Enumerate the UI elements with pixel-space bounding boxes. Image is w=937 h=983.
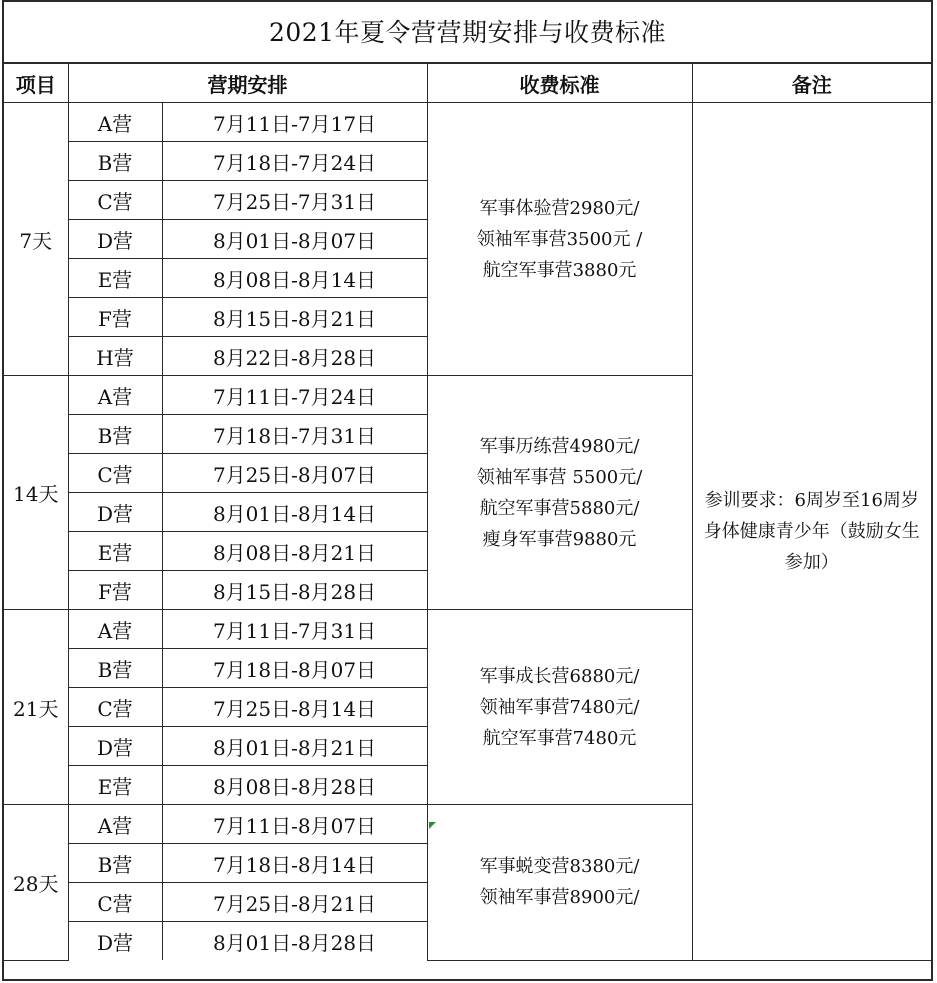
camp-name-cell xyxy=(68,844,162,883)
camp-name: B营 xyxy=(97,657,133,682)
note-text: 参训要求：6周岁至16周岁身体健康青少年（鼓励女生参加） xyxy=(703,489,920,573)
camp-name: A营 xyxy=(97,813,133,838)
camp-name-cell xyxy=(68,454,162,493)
camp-dates: 7月11日-8月07日 xyxy=(212,813,377,838)
fee-line: 军事蜕变营8380元/ xyxy=(479,856,640,878)
fee-line: 航空军事营7480元 xyxy=(482,727,637,749)
fee-line: 军事历练营4980元/ xyxy=(479,435,640,457)
fee-cell xyxy=(427,103,692,376)
camp-name-cell xyxy=(68,376,162,415)
fee-cell xyxy=(427,610,692,805)
header-row xyxy=(4,64,931,103)
camp-dates-cell xyxy=(162,298,427,337)
camp-dates-cell xyxy=(162,571,427,610)
camp-name: D营 xyxy=(96,228,134,253)
camp-name-cell xyxy=(68,610,162,649)
camp-name-cell xyxy=(68,259,162,298)
camp-dates: 7月11日-7月17日 xyxy=(212,111,377,136)
project-label: 21天 xyxy=(13,696,59,721)
camp-name-cell xyxy=(68,571,162,610)
camp-dates-cell xyxy=(162,181,427,220)
camp-dates-cell xyxy=(162,688,427,727)
header-fee: 收费标准 xyxy=(427,64,692,103)
camp-name-cell xyxy=(68,337,162,376)
note-cell xyxy=(692,103,931,961)
camp-dates: 7月11日-7月31日 xyxy=(212,618,377,643)
camp-dates-cell xyxy=(162,337,427,376)
camp-name: C营 xyxy=(97,696,133,721)
camp-name-cell xyxy=(68,727,162,766)
camp-name: F营 xyxy=(98,306,132,331)
camp-dates-cell xyxy=(162,454,427,493)
camp-name-cell xyxy=(68,181,162,220)
camp-dates: 8月08日-8月21日 xyxy=(212,540,377,565)
camp-name: A营 xyxy=(97,111,133,136)
camp-name-cell xyxy=(68,883,162,922)
fee-lines xyxy=(428,431,692,555)
fee-lines xyxy=(428,661,692,754)
table-body xyxy=(4,103,931,961)
project-cell xyxy=(4,376,68,610)
header-note: 备注 xyxy=(692,64,931,103)
camp-dates: 8月01日-8月14日 xyxy=(212,501,377,526)
camp-name: E营 xyxy=(97,267,133,292)
camp-dates-cell xyxy=(162,103,427,142)
fee-line: 领袖军事营3500元 / xyxy=(476,228,643,250)
fee-line: 领袖军事营7480元/ xyxy=(479,696,640,718)
camp-name-cell xyxy=(68,415,162,454)
camp-dates: 8月15日-8月28日 xyxy=(212,579,377,604)
camp-name: A营 xyxy=(97,618,133,643)
camp-name-cell xyxy=(68,493,162,532)
camp-name: H营 xyxy=(96,345,134,370)
header-project: 项目 xyxy=(4,64,68,103)
camp-dates-cell xyxy=(162,259,427,298)
camp-dates-cell xyxy=(162,883,427,922)
camp-name: C营 xyxy=(97,189,133,214)
camp-dates-cell xyxy=(162,805,427,844)
camp-name: E营 xyxy=(97,540,133,565)
camp-dates: 7月25日-8月07日 xyxy=(212,462,377,487)
camp-name: F营 xyxy=(98,579,132,604)
camp-dates: 8月22日-8月28日 xyxy=(212,345,377,370)
camp-name: E营 xyxy=(97,774,133,799)
camp-dates: 7月18日-7月31日 xyxy=(212,423,377,448)
fee-line: 领袖军事营 5500元/ xyxy=(476,466,643,488)
camp-name-cell xyxy=(68,142,162,181)
camp-dates-cell xyxy=(162,649,427,688)
camp-dates-cell xyxy=(162,727,427,766)
camp-name: B营 xyxy=(97,423,133,448)
schedule-table xyxy=(4,64,931,961)
camp-dates-cell xyxy=(162,220,427,259)
camp-dates: 7月18日-8月07日 xyxy=(212,657,377,682)
camp-name: B营 xyxy=(97,150,133,175)
corner-mark xyxy=(429,822,436,829)
camp-dates: 7月25日-8月14日 xyxy=(212,696,377,721)
fee-line: 瘦身军事营9880元 xyxy=(482,528,637,550)
project-label: 7天 xyxy=(19,228,53,253)
camp-name: D营 xyxy=(96,501,134,526)
fee-line: 军事体验营2980元/ xyxy=(479,197,640,219)
fee-line: 军事成长营6880元/ xyxy=(479,665,640,687)
camp-dates: 8月15日-8月21日 xyxy=(212,306,377,331)
camp-name-cell xyxy=(68,532,162,571)
camp-dates-cell xyxy=(162,532,427,571)
camp-dates-cell xyxy=(162,766,427,805)
camp-name-cell xyxy=(68,649,162,688)
camp-dates-cell xyxy=(162,376,427,415)
camp-dates: 8月01日-8月28日 xyxy=(212,930,377,955)
camp-name: C营 xyxy=(97,891,133,916)
camp-dates-cell xyxy=(162,610,427,649)
project-cell xyxy=(4,103,68,376)
camp-dates-cell xyxy=(162,142,427,181)
camp-name-cell xyxy=(68,220,162,259)
fee-line: 航空军事营5880元/ xyxy=(479,497,640,519)
camp-dates: 7月18日-8月14日 xyxy=(212,852,377,877)
camp-name-cell xyxy=(68,298,162,337)
camp-name-cell xyxy=(68,805,162,844)
header-schedule: 营期安排 xyxy=(68,64,427,103)
camp-name-cell xyxy=(68,103,162,142)
camp-dates-cell xyxy=(162,415,427,454)
fee-lines xyxy=(428,193,692,286)
fee-cell xyxy=(427,805,692,961)
camp-dates: 7月25日-8月21日 xyxy=(212,891,377,916)
camp-dates: 7月25日-7月31日 xyxy=(212,189,377,214)
camp-name-cell xyxy=(68,688,162,727)
project-cell xyxy=(4,805,68,961)
camp-dates: 8月08日-8月14日 xyxy=(212,267,377,292)
project-label: 14天 xyxy=(13,482,59,506)
camp-name: B营 xyxy=(97,852,133,877)
fee-line: 领袖军事营8900元/ xyxy=(479,887,640,909)
camp-dates: 8月08日-8月28日 xyxy=(212,774,377,799)
page-title: 2021年夏令营营期安排与收费标准 xyxy=(4,2,931,64)
fee-cell xyxy=(427,376,692,610)
camp-name: D营 xyxy=(96,735,134,760)
camp-dates-cell xyxy=(162,922,427,961)
schedule-sheet xyxy=(2,0,933,981)
fee-line: 航空军事营3880元 xyxy=(482,259,637,281)
project-cell xyxy=(4,610,68,805)
project-label: 28天 xyxy=(13,871,59,896)
camp-dates: 8月01日-8月07日 xyxy=(212,228,377,253)
camp-name: A营 xyxy=(97,384,133,409)
camp-dates: 8月01日-8月21日 xyxy=(212,735,377,760)
camp-name-cell xyxy=(68,766,162,805)
camp-name: D营 xyxy=(96,930,134,955)
table-row xyxy=(4,103,931,142)
camp-name-cell xyxy=(68,922,162,961)
camp-dates: 7月18日-7月24日 xyxy=(212,150,377,175)
camp-name: C营 xyxy=(97,462,133,487)
fee-lines xyxy=(428,851,692,913)
camp-dates-cell xyxy=(162,493,427,532)
camp-dates: 7月11日-7月24日 xyxy=(212,384,377,409)
camp-dates-cell xyxy=(162,844,427,883)
